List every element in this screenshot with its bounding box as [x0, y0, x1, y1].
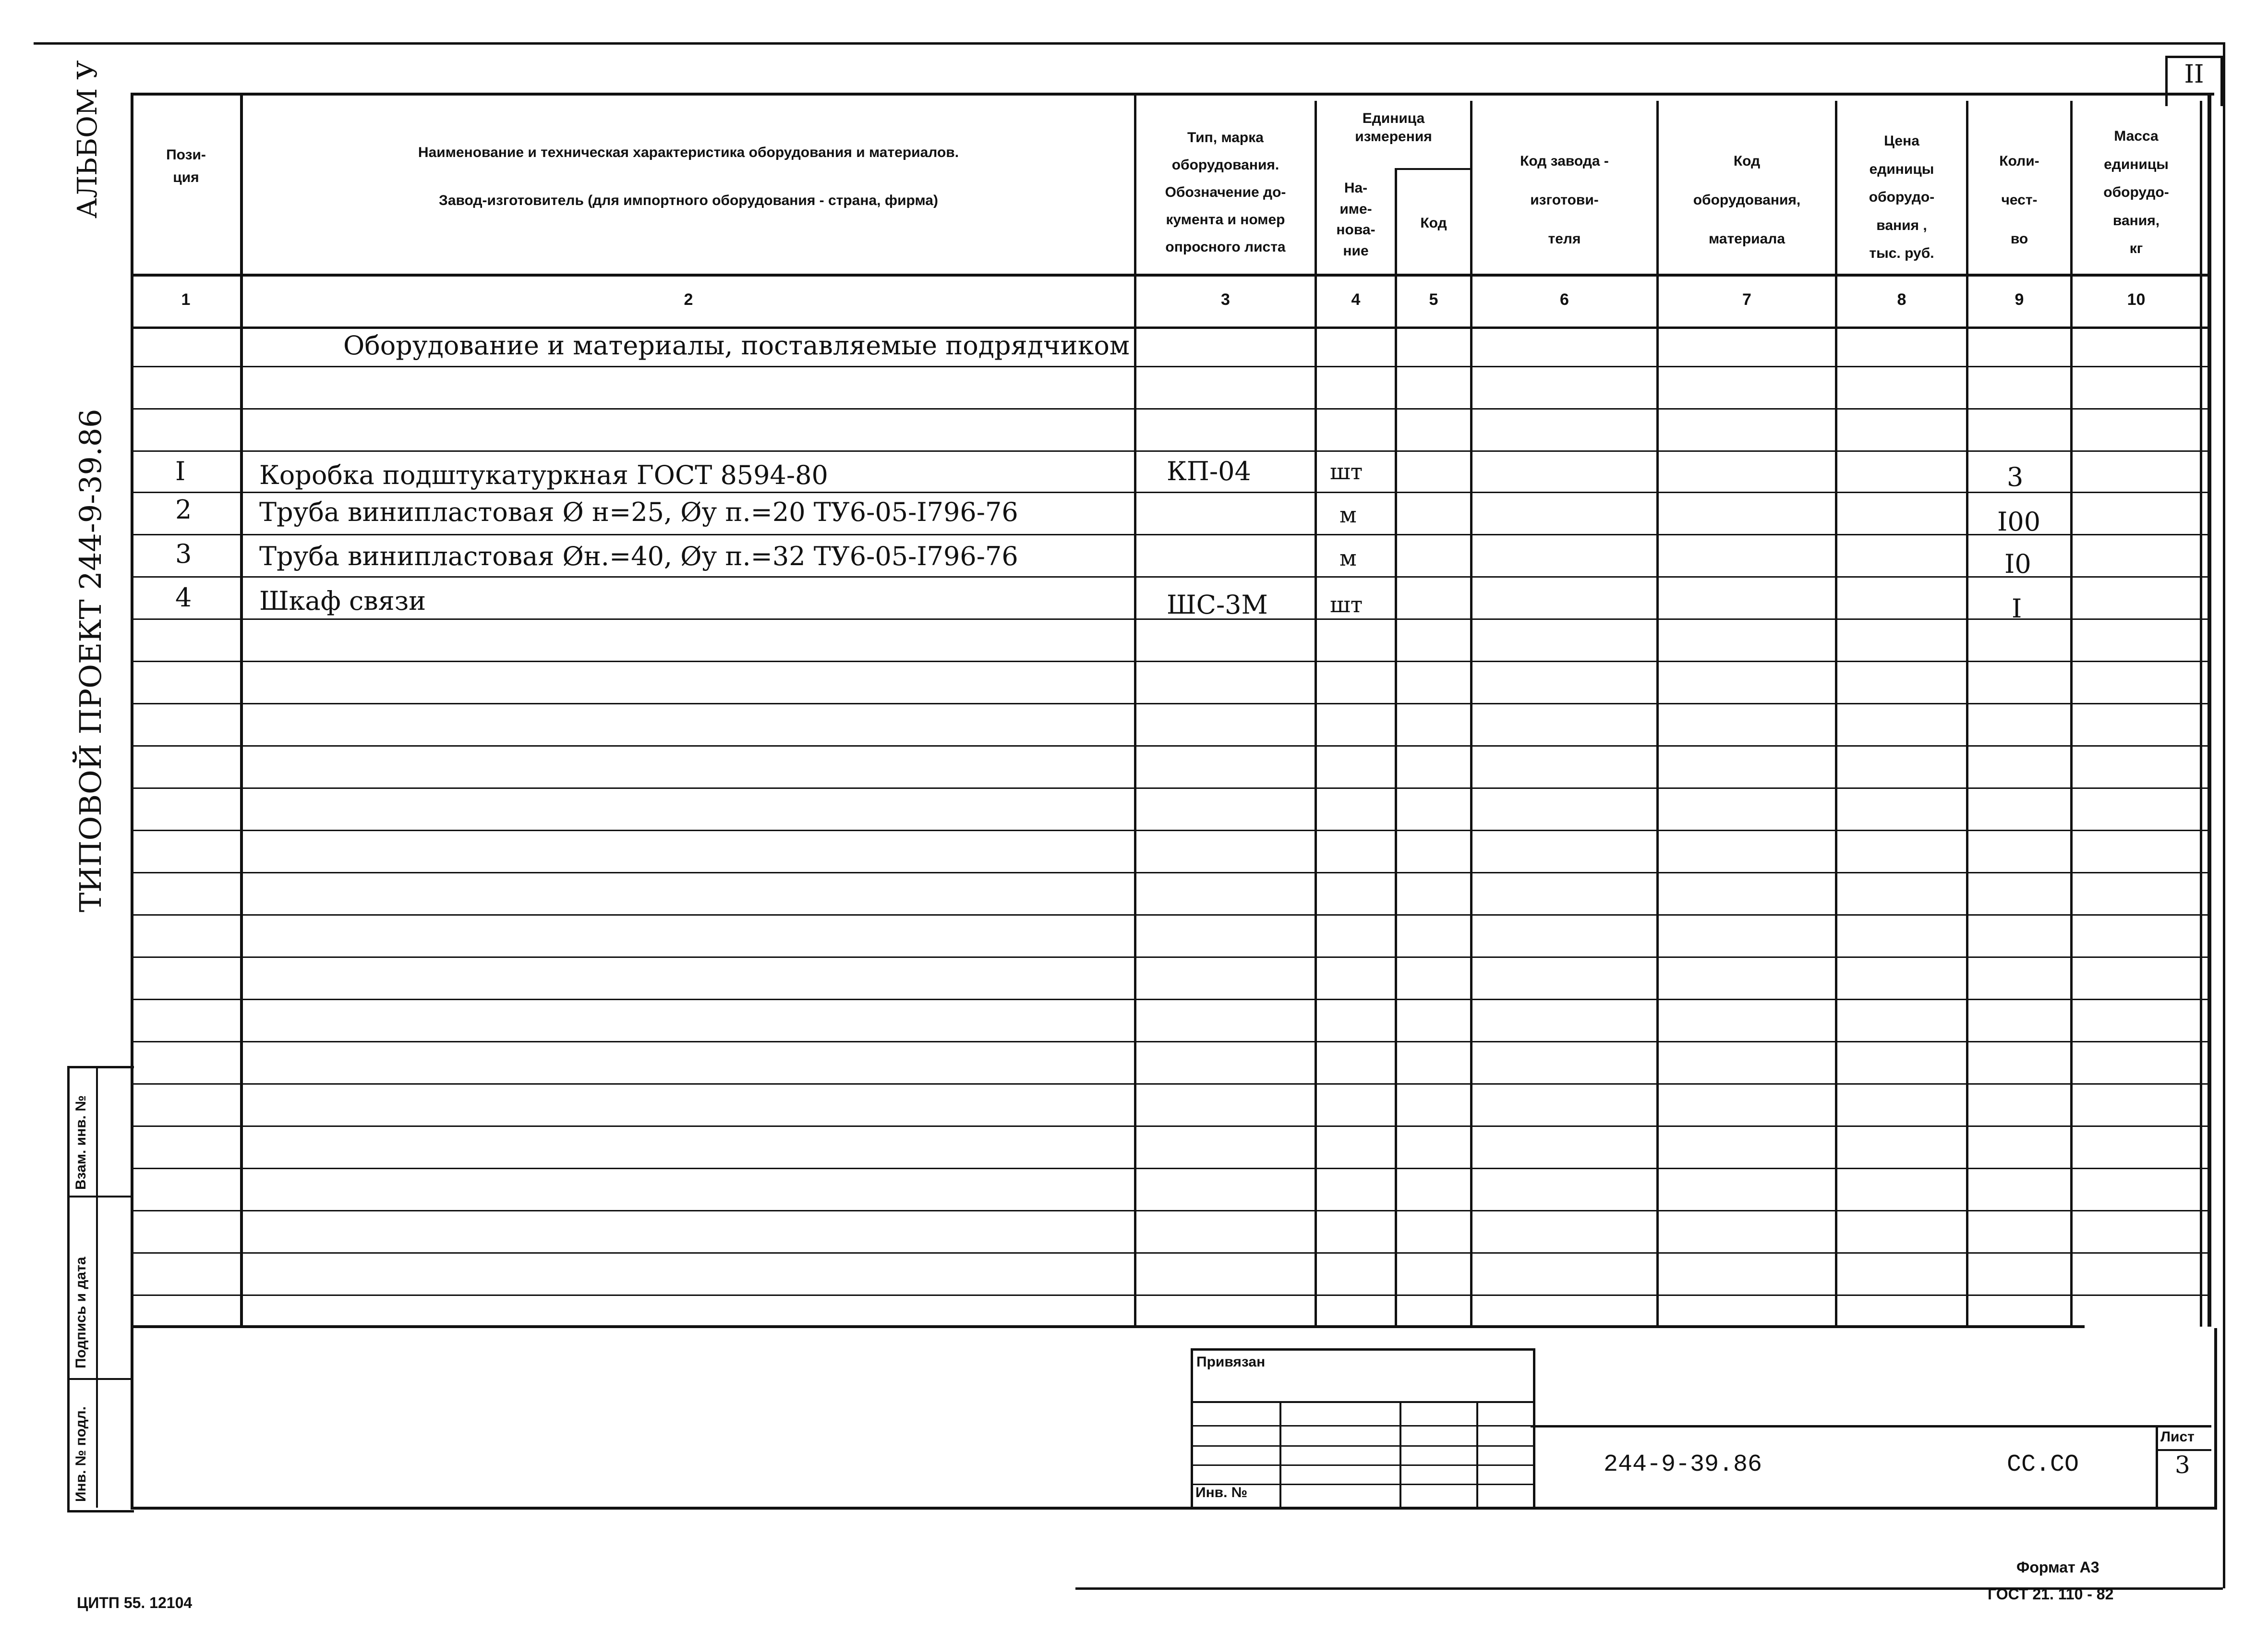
col-number: 3	[1221, 290, 1230, 309]
row-4-unit: шт	[1330, 592, 1363, 617]
album-label: АЛЬБОМ У	[72, 60, 103, 218]
gost-label: ГОСТ 21. 110 - 82	[1988, 1585, 2114, 1603]
col-number: 8	[1897, 290, 1906, 309]
row-1-type: КП-04	[1167, 456, 1251, 486]
row-1-unit: шт	[1330, 459, 1363, 484]
row-4-name: Шкаф связи	[259, 586, 426, 616]
row-3-name: Труба винипластовая Øн.=40, Øу п.=32 ТУ6-05-I796-76	[259, 541, 1018, 571]
document-mark: СС.СО	[2007, 1451, 2079, 1478]
vzam-inv-label: Взам. инв. №	[73, 1095, 89, 1190]
row-4-pos: 4	[175, 582, 192, 613]
header-unit-code: Код	[1420, 215, 1447, 231]
row-2-unit: м	[1339, 502, 1357, 528]
col-number: 7	[1742, 290, 1751, 309]
header-pos: Пози- ция	[166, 147, 206, 185]
row-1-pos: I	[175, 456, 186, 486]
row-3-pos: 3	[175, 539, 192, 569]
header-factory-code: Код завода - изготови- теля	[1520, 153, 1609, 247]
header-unit-name: На- име- нова- ние	[1336, 180, 1375, 259]
row-3-qty: I0	[2004, 549, 2031, 579]
row-2-name: Труба винипластовая Ø н=25, Øу п.=20 ТУ6-05-I796-76	[259, 497, 1018, 527]
format-label: Формат А3	[2016, 1559, 2099, 1576]
row-1-qty: 3	[2007, 462, 2024, 492]
header-name-line2: Завод-изготовитель (для импортного оборудования - страна, фирма)	[439, 193, 938, 208]
col-number: 10	[2127, 290, 2146, 309]
inv-no-label: Инв. №	[1195, 1485, 1248, 1500]
corner-sheet-number: II	[2184, 60, 2204, 89]
col-number: 5	[1429, 290, 1438, 309]
header-equipment-code: Код оборудования, материала	[1693, 153, 1801, 247]
row-3-unit: м	[1339, 545, 1357, 571]
header-mass: Масса единицы оборудо- вания, кг	[2103, 128, 2169, 256]
title-block-frame	[131, 1328, 2217, 1510]
document-code: 244-9-39.86	[1604, 1451, 1762, 1478]
row-4-qty: I	[2012, 593, 2022, 624]
podpis-data-label: Подпись и дата	[73, 1257, 89, 1368]
header-quantity: Коли- чест- во	[1999, 153, 2039, 247]
privyazan-label: Привязан	[1196, 1354, 1266, 1370]
row-4-type: ШС-3М	[1167, 590, 1268, 620]
header-type: Тип, марка оборудования. Обозначение до- кумента и номер опросного листа	[1165, 130, 1286, 255]
col-number: 6	[1560, 290, 1569, 309]
row-1-name: Коробка подштукатуркная ГОСТ 8594-80	[259, 460, 828, 490]
list-label: Лист	[2160, 1429, 2195, 1445]
col-number: 1	[181, 290, 191, 309]
row-2-qty: I00	[1997, 507, 2041, 537]
footer-left-code: ЦИТП 55. 12104	[77, 1594, 193, 1611]
col-number: 2	[684, 290, 693, 309]
header-name-line1: Наименование и техническая характеристика оборудования и материалов.	[418, 145, 959, 160]
inv-podl-label: Инв. № подл.	[73, 1406, 89, 1502]
list-number: 3	[2175, 1451, 2190, 1479]
spec-table	[131, 93, 2214, 1330]
section-title: Оборудование и материалы, поставляемые подрядчиком	[343, 330, 1130, 361]
header-price: Цена единицы оборудо- вания , тыс. руб.	[1869, 133, 1935, 261]
project-label: ТИПОВОЙ ПРОЕКТ 244-9-39.86	[73, 409, 108, 912]
row-2-pos: 2	[175, 495, 192, 525]
col-number: 9	[2015, 290, 2024, 309]
header-unit: Единица измерения	[1355, 110, 1432, 145]
col-number: 4	[1351, 290, 1361, 309]
